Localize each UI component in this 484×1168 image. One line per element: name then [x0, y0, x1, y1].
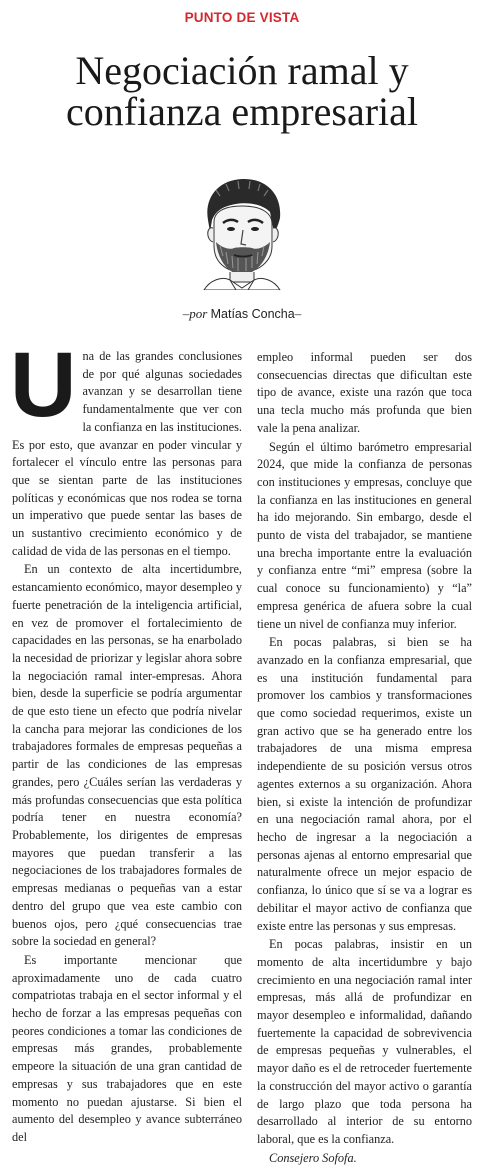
paragraph: Según el último barómetro empresarial 2024, que mide la confianza de personas con instituciones y empresas, concluye que la confianza en las instituciones en general ha ido mejorando. Sin embargo, desde el punto de vista del trabajador, se mantiene una brecha importante entre la evaluación y confianza entre “mi” empresa (sobre la cual conoce su funcionamiento) y “la” empresa genérica de afuera sobre la cual tiene un nivel de confianza muy inferior. [257, 439, 472, 631]
headline-line-2: confianza empresarial [65, 89, 418, 134]
author-name: Matías Concha [210, 307, 295, 321]
byline-suffix: – [294, 306, 302, 321]
headline-line-1: Negociación ramal y [75, 48, 409, 93]
paragraph: En pocas palabras, insistir en un momento de alta incertidumbre y bajo crecimiento en una negociación ramal inter empresas, más allá de profundizar en mayor desempleo e informalidad, dañando fuertemente la capacidad de sobrevivencia de empresas pequeñas y vulnerables, el mayor daño es el de retroceder fuertemente la construcción del mayor activo o garantía de largo plazo que toda persona ha desarrollado al interior de su entorno laboral, que es la confianza. [257, 937, 472, 1146]
headline [0, 50, 484, 132]
drop-cap: U [10, 334, 77, 436]
paragraph: En pocas palabras, si bien se ha avanzado en la confianza empresarial, que es una institución fundamental para promover los cambios y transformaciones que como sociedad requerimos, existe un gran activo que se ha generado entre los trabajadores de una misma empresa independiente de su posición versus otros agentes externos a su organización. Ahora bien, si existe la intención de profundizar en una negociación ramal ahora, por el hecho de ingresar a la negociación a personas ajenas al entorno empresarial que naturalmente ofrece un mejor espacio de confianza, lo único que sí se va a lograr es debilitar el mayor activo de confianza que existe entre las personas y sus empresas. [257, 635, 472, 933]
byline-prefix: –por [182, 306, 208, 321]
article-column-1 [10, 334, 242, 1148]
paragraph: Es importante mencionar que aproximadamente uno de cada cuatro compatriotas trabaja en el sector informal y el hecho de forzar a las empresas pequeñas con peores condiciones a tomar las condiciones de empresas más grandes, probablemente empeore la situación de una gran cantidad de empresas y sus trabajadores que en este momento no puedan ajustarse. Si bien el aumento del desempleo y avance subterráneo del [12, 952, 242, 1144]
paragraph-text: na de las grandes conclusiones de por qué algunas sociedades avanzan y se desarrollan tiene fundamentalmente que ver con la confianza en las instituciones. Es por esto, que avanzar en poder vincular y fortalecer el vínculo entre las personas para que se sientan parte de las instituciones políticas y económicas que nos rodea se torna un imperativo que puede sentar las bases de un sustantivo crecimiento económico y de calidad de vida de las personas en el tiempo. [12, 349, 242, 558]
author-portrait [196, 176, 288, 290]
article-column-2 [257, 349, 472, 1168]
paragraph: En un contexto de alta incertidumbre, estancamiento económico, mayor desempleo y fuerte penetración de la inteligencia artificial, en vez de promover el fortalecimiento de capacidades en las personas, se ha enarbolado la necesidad de priorizar y legislar ahora sobre la negociación ramal inter-empresas. Ahora bien, desde la superficie se podría argumentar de que esto tiene un efecto que podría nivelar la cancha para mejorar las condiciones de los trabajadores formales de empresas pequeñas a partir de las condiciones de las empresas grandes, pero ¿Cuáles serían las verdaderas y más profundas consecuencias que esta política podría tener en nuestra economía? Probablemente, los dirigentes de empresas mayores que puedan transferir a las negociaciones de los trabajadores formales de empresas medianas o pequeñas van a estar dentro del grupo que vea este cambio con buenos ojos, pero ¿qué consecuencias trae sobre la sociedad en general? [12, 562, 242, 949]
byline [0, 306, 484, 322]
author-signature: Consejero Sofofa. [269, 1150, 357, 1165]
section-label: PUNTO DE VISTA [184, 10, 300, 25]
paragraph: empleo informal pueden ser dos consecuencias directas que dificultan este tipo de avance, existe una razón que toca una tecla mucho más profunda que bien vale la pena analizar. [257, 350, 472, 435]
paragraph [10, 334, 242, 560]
